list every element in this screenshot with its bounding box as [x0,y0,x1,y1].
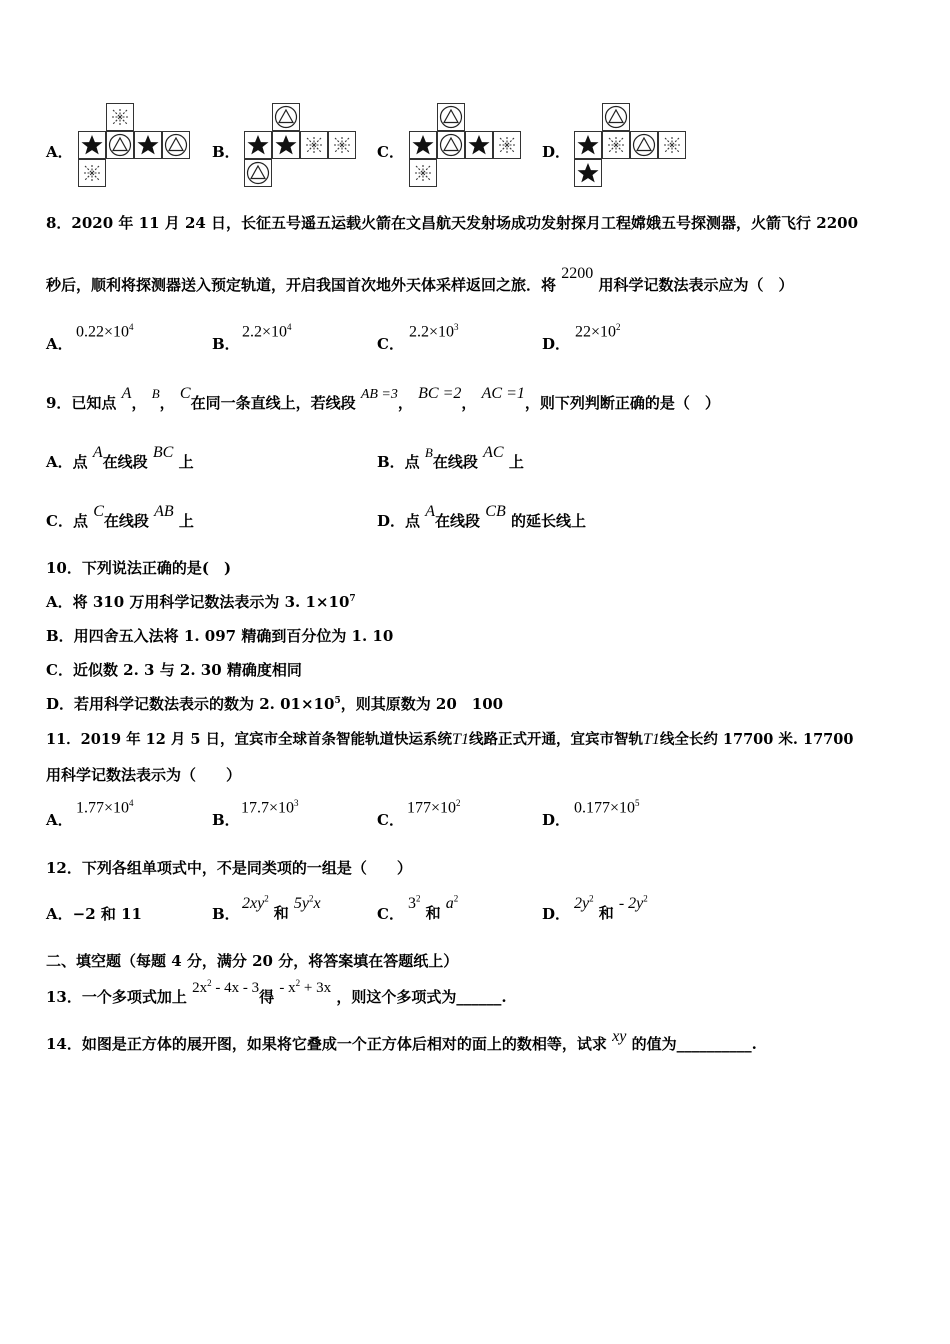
q13-expr1 [192,980,259,996]
q11-option-a-label: A． [46,811,73,829]
q9-option-b [377,444,524,472]
q14-stem-part2: 的值为__________. [631,1035,757,1053]
cross-pattern-icon [80,161,104,185]
q12-option-b-term2: 5y [293,895,310,912]
section-fill-in-heading: 二、填空题（每题 4 分，满分 20 分，将答案填在答题纸上） [46,952,459,970]
cross-pattern-icon [660,133,684,157]
q7-option-b-label: B． [212,143,240,161]
q9-option-b-point: B [424,445,433,460]
star-icon [411,133,435,157]
q11-option-d-base: 0.177×10 [574,799,636,817]
net-face [106,131,134,159]
q9-option-d-point: A [425,503,436,520]
q9-comma-2: ， [159,394,175,412]
net-face [272,131,300,159]
q11-option-d-value [574,798,640,817]
q9-stem-part2: 在同一条直线上，若线段 [190,394,356,412]
q12-option-b-term2-exp: 2 [309,893,314,904]
net-face [437,131,465,159]
q8-stem-part1: 秒后，顺利将探测器送入预定轨道，开启我国首次地外天体采样返回之旅．将 [46,276,557,294]
net-face [574,159,602,187]
q11-option-c-value [407,798,461,817]
net-face [244,159,272,187]
q12-option-b-term1-exp: 2 [264,893,269,904]
q8-options [46,322,926,352]
q8-option-a-base: 0.22×10 [76,323,130,341]
q13-expr1-a: 2x [192,980,208,996]
star-icon [274,133,298,157]
q9-point-b: B [151,386,160,401]
q8-option-a-exp: 4 [129,322,134,332]
q11-option-c-exp: 2 [456,798,461,808]
net-face [162,131,190,159]
q9-stem [46,385,720,413]
q10-stem: 10．下列说法正确的是( ) [46,559,232,577]
q12-option-c-term2-exp: 2 [453,893,459,904]
q9-option-a-mid: 在线段 [102,453,148,471]
q12-option-d-and: 和 [598,904,614,922]
q12-option-c-and: 和 [425,904,441,922]
q7-option-a-label: A． [46,143,73,161]
q8-number: 2200 [561,265,594,282]
q13-expr2-exp: 2 [295,978,301,988]
q12-option-b-term2-x: x [313,895,321,912]
q8-option-d-exp: 2 [616,322,621,332]
q11-t1-b: T1 [642,731,660,748]
q11-option-c-label: C． [377,811,404,829]
circle-triangle-icon [439,105,463,129]
q9-stem-part3: ，则下列判断正确的是（ ） [524,394,720,412]
star-icon [80,133,104,157]
q12-option-d-term2: - 2y [618,895,644,912]
net-face [465,131,493,159]
circle-triangle-icon [439,133,463,157]
q9-option-a-point: A [92,444,103,461]
q11-option-b-label: B． [212,811,240,829]
q9-option-c [46,503,194,531]
net-face [300,131,328,159]
q7-option-d-label: D． [542,143,571,161]
q13-expr2 [279,980,331,996]
q8-option-c-label: C． [377,335,404,353]
q11-option-d-exp: 5 [635,798,640,808]
q8-stem-part2: 用科学记数法表示应为（ ） [598,276,794,294]
q9-option-d-mid: 在线段 [435,512,481,530]
q9-eq-ac: AC =1 [481,385,525,402]
cross-pattern-icon [302,133,326,157]
q13-stem-part2: ，则这个多项式为______. [336,988,507,1006]
net-face [328,131,356,159]
q13-stem [46,978,507,1007]
q14-stem-part1: 14．如图是正方体的展开图，如果将它叠成一个正方体后相对的面上的数相等，试求 [46,1035,607,1053]
q11-option-a-base: 1.77×10 [76,799,130,817]
q12-stem: 12．下列各组单项式中，不是同类项的一组是（ ） [46,859,412,877]
q12-option-c-label: C． [377,905,404,923]
q10-option-a-text: A．将 310 万用科学记数法表示为 3. 1×10 [46,593,350,611]
q12-option-d-label: D． [542,905,571,923]
q9-comma-3: ， [397,394,413,412]
q12-option-b-term1: 2xy [242,895,265,912]
q9-point-a: A [121,385,132,402]
q9-option-c-end: 上 [178,512,194,530]
star-icon [576,161,600,185]
q9-stem-part1: 9．已知点 [46,394,117,412]
q12-options [46,892,926,922]
q9-option-a-end: 上 [178,453,194,471]
q7-option-c-label: C． [377,143,404,161]
q11-stem-part3: 线全长约 17700 米. 17700 [659,731,854,748]
net-face [602,103,630,131]
q12-option-b-label: B． [212,905,240,923]
q9-eq-bc: BC =2 [418,385,462,402]
q9-option-a-label: A．点 [46,453,88,471]
net-face [437,103,465,131]
q8-option-b-value [242,322,292,341]
cross-pattern-icon [604,133,628,157]
q8-option-b-exp: 4 [287,322,292,332]
q11-option-b-base: 17.7×10 [241,799,295,817]
q12-option-c-expr [408,892,459,922]
q12-option-c-term1-exp: 2 [416,893,421,904]
circle-triangle-icon [274,105,298,129]
q9-option-c-mid: 在线段 [103,512,149,530]
q12-option-c-term2: a [445,895,454,912]
q13-de: 得 [259,988,275,1006]
q12-option-b-expr [242,892,321,922]
q8-option-d-value [575,322,621,341]
q14-stem [46,1028,757,1054]
q10-option-d-tail: ，则其原数为 20 100 [340,695,504,713]
circle-triangle-icon [632,133,656,157]
circle-triangle-icon [108,133,132,157]
q9-option-a-segment: BC [152,444,174,461]
q8-stem-line2 [46,265,794,295]
q11-stem-line1 [46,728,853,749]
q8-option-d-label: D． [542,335,571,353]
net-face [493,131,521,159]
q11-options [46,798,926,828]
q11-t1-a: T1 [452,731,469,748]
net-face [658,131,686,159]
q11-option-b-exp: 3 [294,798,299,808]
q10-option-d [46,693,503,714]
net-face [630,131,658,159]
q9-option-d-segment: CB [485,503,506,520]
q13-stem-part1: 13．一个多项式加上 [46,988,187,1006]
q9-comma-1: ， [131,394,147,412]
q9-option-b-mid: 在线段 [432,453,478,471]
q14-xy: xy [612,1028,627,1045]
cross-pattern-icon [411,161,435,185]
q9-option-b-label: B．点 [377,453,420,471]
net-face [106,103,134,131]
q11-stem-part1: 11．2019 年 12 月 5 日，宜宾市全球首条智能轨道快运系统 [46,731,453,748]
net-face [134,131,162,159]
q12-option-d-term2-exp: 2 [643,893,648,904]
q10-option-b: B．用四舍五入法将 1. 097 精确到百分位为 1. 10 [46,627,394,645]
net-face [574,131,602,159]
circle-triangle-icon [604,105,628,129]
net-face [272,103,300,131]
q9-option-a [46,444,194,472]
q12-option-a: A．−2 和 11 [46,905,142,923]
q11-option-a-value [76,798,134,817]
q13-expr2-b: + 3x [300,980,332,996]
net-face [78,131,106,159]
q9-eq-ab: AB =3 [360,387,398,402]
q11-stem-part2: 线路正式开通，宜宾市智轨 [468,731,643,748]
q9-option-d [377,503,586,531]
q9-option-d-label: D．点 [377,512,421,530]
q12-option-d-term1-exp: 2 [589,893,594,904]
star-icon [246,133,270,157]
q12-option-c-term1: 3 [408,895,416,912]
q9-option-c-segment: AB [154,503,174,520]
q11-option-a-exp: 4 [129,798,134,808]
q12-option-d-term1: 2y [574,895,590,912]
q9-comma-4: ， [461,394,477,412]
q10-option-a [46,591,356,612]
star-icon [576,133,600,157]
net-face [244,131,272,159]
q8-option-c-base: 2.2×10 [409,323,455,341]
q8-option-d-base: 22×10 [575,323,617,341]
cross-pattern-icon [108,105,132,129]
q9-option-b-segment: AC [483,444,504,461]
circle-triangle-icon [246,161,270,185]
q13-expr1-b: - 4x - 3 [211,980,260,996]
q12-option-d-expr [574,892,648,922]
net-face [409,131,437,159]
q9-option-d-end: 的延长线上 [510,512,586,530]
q9-option-c-label: C．点 [46,512,88,530]
q8-option-c-value [409,322,459,341]
q11-option-c-base: 177×10 [407,799,457,817]
q8-option-b-base: 2.2×10 [242,323,288,341]
net-face [602,131,630,159]
q10-option-d-exp: 5 [334,696,341,706]
net-face [78,159,106,187]
q11-option-b-value [241,798,299,817]
star-icon [467,133,491,157]
q8-stem-line1: 8．2020 年 11 月 24 日，长征五号遥五运载火箭在文昌航天发射场成功发射探月工程嫦娥五号探测器，火箭飞行 2200 [46,214,859,232]
q10-option-c: C．近似数 2. 3 与 2. 30 精确度相同 [46,661,302,679]
q12-option-b-and: 和 [273,904,289,922]
q13-expr1-exp: 2 [207,978,212,988]
q10-option-a-exp: 7 [349,594,356,604]
net-face [409,159,437,187]
q8-option-c-exp: 3 [454,322,459,332]
q8-option-a-value [76,322,134,341]
cross-pattern-icon [330,133,354,157]
q11-option-d-label: D． [542,811,571,829]
q9-option-b-end: 上 [508,453,524,471]
q13-expr2-a: - x [279,980,296,996]
q8-option-a-label: A． [46,335,73,353]
star-icon [136,133,160,157]
q8-option-b-label: B． [212,335,240,353]
q11-stem-line2: 用科学记数法表示为（ ） [46,766,242,784]
q9-option-c-point: C [93,503,104,520]
cross-pattern-icon [495,133,519,157]
circle-triangle-icon [164,133,188,157]
q10-option-d-text: D．若用科学记数法表示的数为 2. 01×10 [46,695,335,713]
q9-point-c: C [179,385,191,402]
